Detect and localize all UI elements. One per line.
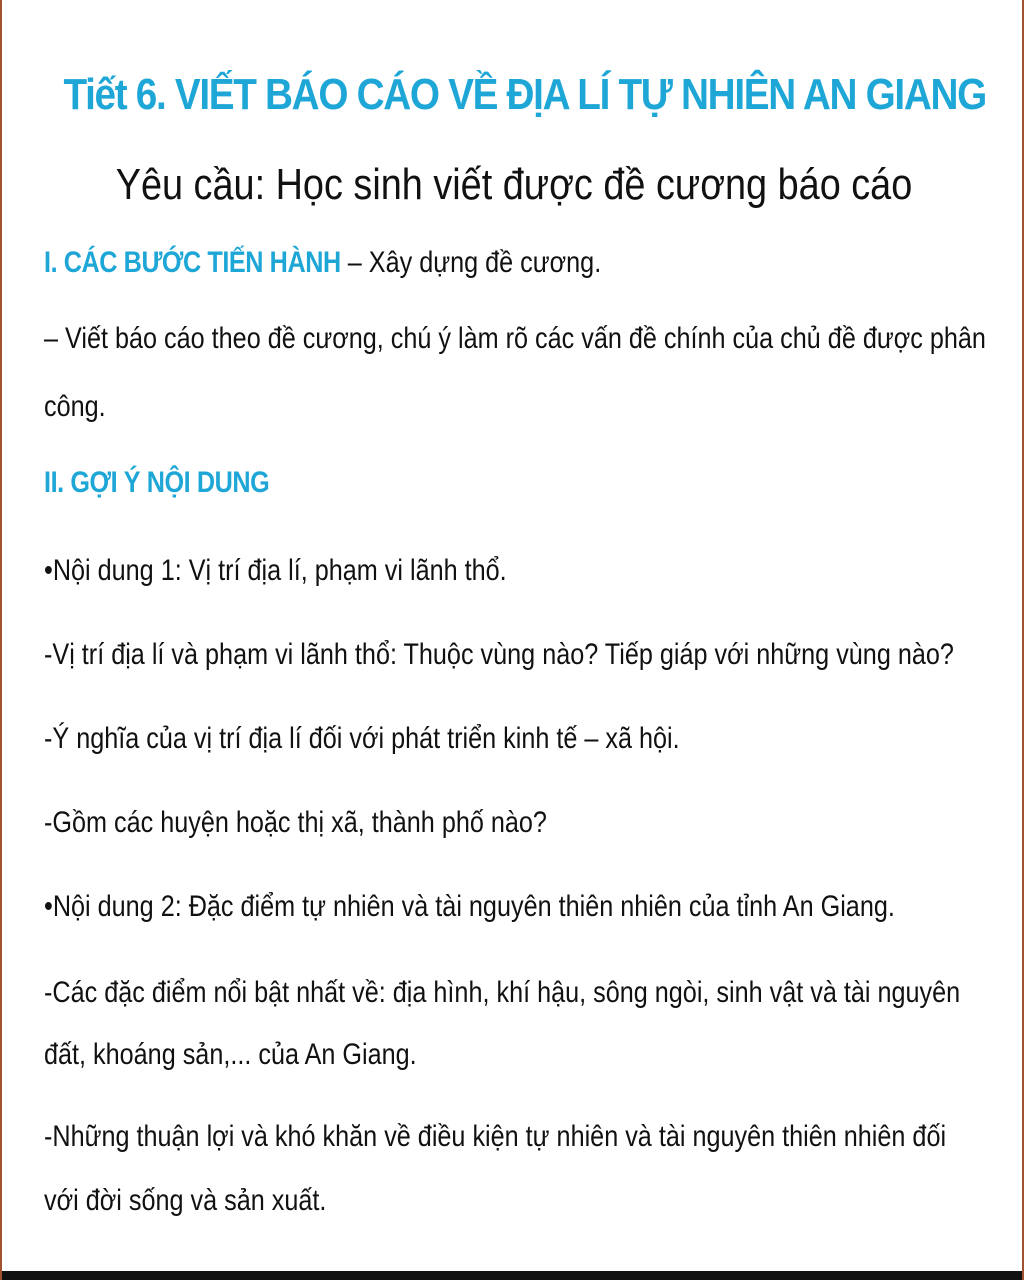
section2-heading: II. GỢI Ý NỘI DUNG [44, 466, 270, 499]
content1-title: •Nội dung 1: Vị trí địa lí, phạm vi lãnh thổ. [44, 554, 507, 587]
content2-item1-line2: đất, khoáng sản,... của An Giang. [44, 1038, 417, 1071]
section1-step2-line2: công. [44, 390, 106, 423]
section1-line [44, 246, 601, 280]
slide-title: Tiết 6. VIẾT BÁO CÁO VỀ ĐỊA LÍ TỰ NHIÊN AN GIANG [63, 70, 986, 119]
content2-item2-line1: -Những thuận lợi và khó khăn về điều kiện tự nhiên và tài nguyên thiên nhiên đối [44, 1120, 947, 1153]
section1-first-step: – Xây dựng đề cương. [340, 246, 602, 279]
content1-item3: -Gồm các huyện hoặc thị xã, thành phố nào? [44, 806, 547, 839]
content2-title: •Nội dung 2: Đặc điểm tự nhiên và tài nguyên thiên nhiên của tỉnh An Giang. [44, 890, 895, 923]
content1-item1: -Vị trí địa lí và phạm vi lãnh thổ: Thuộc vùng nào? Tiếp giáp với những vùng nào? [44, 638, 954, 671]
bottom-bar [2, 1271, 1022, 1280]
content2-item1-line1: -Các đặc điểm nổi bật nhất về: địa hình, khí hậu, sông ngòi, sinh vật và tài nguyên [44, 976, 961, 1009]
content1-item2: -Ý nghĩa của vị trí địa lí đối với phát triển kinh tế – xã hội. [44, 722, 680, 755]
section1-heading: I. CÁC BƯỚC TIẾN HÀNH [44, 246, 341, 279]
content2-item2-line2: với đời sống và sản xuất. [44, 1184, 327, 1217]
slide-subtitle: Yêu cầu: Học sinh viết được đề cương báo cáo [115, 160, 913, 209]
section1-step2-line1: – Viết báo cáo theo đề cương, chú ý làm rõ các vấn đề chính của chủ đề được phân [44, 322, 986, 355]
